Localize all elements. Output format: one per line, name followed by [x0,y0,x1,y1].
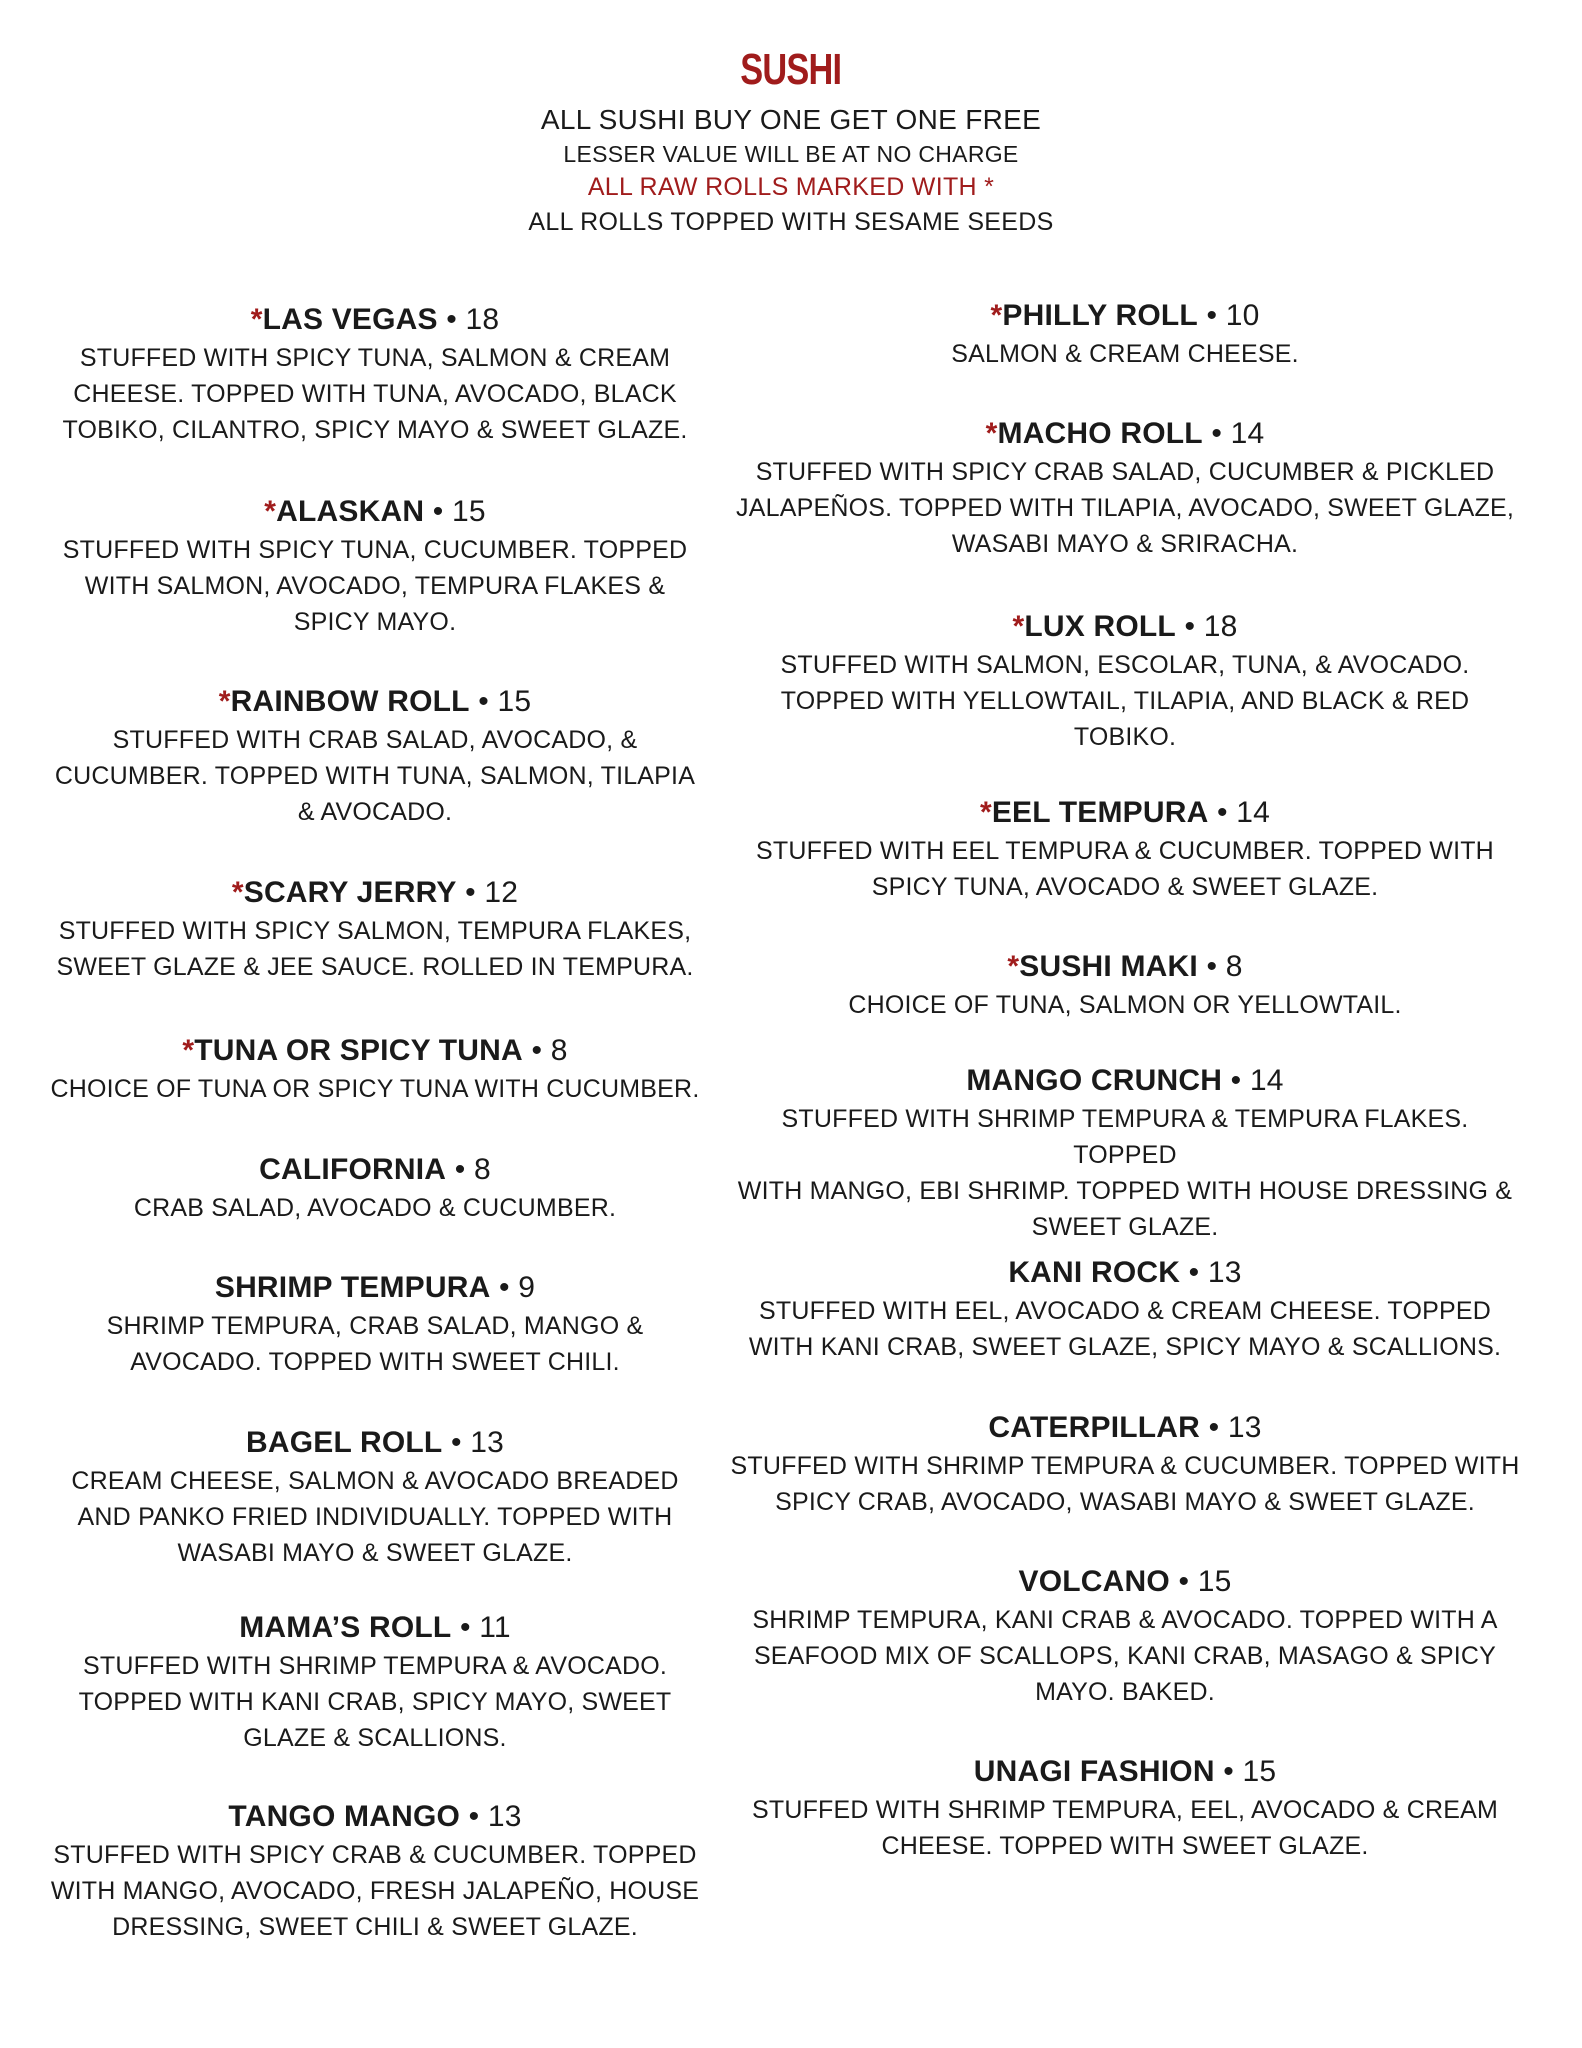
raw-marker: * [218,685,231,718]
menu-item-description-line: STUFFED WITH SHRIMP TEMPURA, EEL, AVOCADO & CREAM [751,1796,1498,1824]
menu-item-price: 14 [1230,417,1265,450]
promo-text: ALL SUSHI BUY ONE GET ONE FREE [540,104,1042,135]
menu-item-description-line: SALMON & CREAM CHEESE. [951,340,1299,368]
menu-item-name: MAMA’S ROLL [239,1611,452,1644]
menu-item-description-line: TOBIKO. [1073,723,1177,751]
menu-item-name: CALIFORNIA [259,1153,447,1186]
price-separator: • [522,1034,551,1067]
menu-item-description-line: WITH KANI CRAB, SWEET GLAZE, SPICY MAYO & SCALLIONS. [748,1333,1502,1361]
menu-item-description-line: DRESSING, SWEET CHILI & SWEET GLAZE. [112,1913,638,1941]
menu-item-name: LAS VEGAS [262,303,438,336]
menu-item-description-line: STUFFED WITH SHRIMP TEMPURA & AVOCADO. [82,1652,668,1680]
menu-item-description-line: CHEESE. TOPPED WITH TUNA, AVOCADO, BLACK [73,380,677,408]
menu-item-description-line: JALAPEÑOS. TOPPED WITH TILAPIA, AVOCADO, SWEET GLAZE, [736,494,1514,522]
menu-item-name: RAINBOW ROLL [230,685,470,718]
menu-item-name: SHRIMP TEMPURA [214,1271,491,1304]
menu-item-heading [730,1061,1520,1101]
menu-item-price: 13 [487,1800,522,1833]
price-separator: • [1222,1064,1250,1097]
menu-item-name: TUNA OR SPICY TUNA [194,1034,523,1067]
menu-item-heading [40,873,710,913]
menu-item-name: EEL TEMPURA [991,796,1209,829]
menu-item-heading [730,947,1520,987]
menu-item-description-line: STUFFED WITH SPICY TUNA, CUCUMBER. TOPPED [62,536,688,564]
menu-item-name: KANI ROCK [1008,1256,1181,1289]
menu-item-description-line: CRAB SALAD, AVOCADO & CUCUMBER. [133,1194,617,1222]
menu-item-heading [40,682,710,722]
menu-item-description-line: STUFFED WITH SHRIMP TEMPURA & TEMPURA FLAKES. TOPPED [781,1105,1469,1169]
menu-item [730,947,1520,1023]
menu-item-name: ALASKAN [276,495,425,528]
raw-marker: * [264,495,277,528]
menu-item-description-line: SWEET GLAZE. [1031,1213,1219,1241]
menu-item-description-line: STUFFED WITH EEL, AVOCADO & CREAM CHEESE. TOPPED [759,1297,1491,1325]
menu-item [40,1150,710,1226]
price-separator: • [1214,1755,1243,1788]
menu-item-description-line: STUFFED WITH EEL TEMPURA & CUCUMBER. TOPPED WITH [756,837,1494,865]
menu-item [40,682,710,830]
menu-item [730,607,1520,755]
menu-item-heading [40,1031,710,1071]
menu-item-description-line: WITH MANGO, AVOCADO, FRESH JALAPEÑO, HOUSE [50,1877,700,1905]
price-separator: • [1208,796,1237,829]
price-separator: • [490,1271,519,1304]
menu-item-description-line: WITH SALMON, AVOCADO, TEMPURA FLAKES & [84,572,666,600]
menu-item-heading [40,1797,710,1837]
menu-item-description-line: STUFFED WITH CRAB SALAD, AVOCADO, & [112,726,638,754]
menu-item-description-line: CREAM CHEESE, SALMON & AVOCADO BREADED [71,1467,679,1495]
menu-item-description-line: STUFFED WITH SPICY TUNA, SALMON & CREAM [79,344,671,372]
price-separator: • [1197,950,1226,983]
raw-rolls-note: ALL RAW ROLLS MARKED WITH * [587,173,995,201]
menu-item-price: 9 [518,1271,536,1304]
menu-item-heading [40,1268,710,1308]
menu-item-description-line: TOPPED WITH YELLOWTAIL, TILAPIA, AND BLACK & RED [780,687,1470,715]
menu-item-heading [730,414,1520,454]
menu-item [730,1408,1520,1520]
menu-item [40,1423,710,1571]
menu-item-price: 14 [1249,1064,1284,1097]
menu-item-description-line: SHRIMP TEMPURA, CRAB SALAD, MANGO & [106,1312,644,1340]
menu-item [40,492,710,640]
menu-item-description-line: STUFFED WITH SPICY CRAB & CUCUMBER. TOPPED [53,1841,697,1869]
menu-item-heading [40,1150,710,1190]
menu-item-heading [40,300,710,340]
price-separator: • [469,685,498,718]
menu-item-price: 14 [1236,796,1271,829]
menu-item-price: 15 [451,495,486,528]
menu-item [40,1031,710,1107]
promo-subtext: LESSER VALUE WILL BE AT NO CHARGE [563,141,1019,167]
menu-item-name: PHILLY ROLL [1002,299,1198,332]
menu-item-description-line: CHEESE. TOPPED WITH SWEET GLAZE. [881,1832,1369,1860]
price-separator: • [1202,417,1231,450]
raw-marker: * [990,299,1003,332]
menu-item-description-line: SPICY CRAB, AVOCADO, WASABI MAYO & SWEET GLAZE. [775,1488,1475,1516]
menu-item-description-line: WITH MANGO, EBI SHRIMP. TOPPED WITH HOUSE DRESSING & [737,1177,1513,1205]
menu-item [730,1253,1520,1365]
menu-item-description-line: STUFFED WITH SPICY SALMON, TEMPURA FLAKES, [58,917,692,945]
price-separator: • [1169,1565,1198,1598]
menu-item-price: 10 [1225,299,1260,332]
menu-item-description-line: SPICY MAYO. [293,608,457,636]
price-separator: • [446,1153,474,1186]
price-separator: • [1180,1256,1208,1289]
menu-item-description-line: STUFFED WITH SPICY CRAB SALAD, CUCUMBER & PICKLED [755,458,1495,486]
menu-item-description-line: GLAZE & SCALLIONS. [243,1724,507,1752]
price-separator: • [1197,299,1226,332]
menu-item-heading [40,492,710,532]
menu-item-description-line: STUFFED WITH SHRIMP TEMPURA & CUCUMBER. TOPPED WITH [730,1452,1520,1480]
menu-item-name: CATERPILLAR [988,1411,1201,1444]
raw-marker: * [250,303,263,336]
menu-item-description-line: TOBIKO, CILANTRO, SPICY MAYO & SWEET GLAZE. [62,416,688,444]
menu-item-description-line: SPICY TUNA, AVOCADO & SWEET GLAZE. [871,873,1379,901]
menu-item-name: MACHO ROLL [997,417,1203,450]
menu-item-description-line: CUCUMBER. TOPPED WITH TUNA, SALMON, TILAPIA [54,762,696,790]
raw-marker: * [182,1034,195,1067]
menu-item-description-line: STUFFED WITH SALMON, ESCOLAR, TUNA, & AVOCADO. [780,651,1470,679]
price-separator: • [442,1426,471,1459]
page-title: SUSHI [740,45,842,94]
menu-item-description-line: AND PANKO FRIED INDIVIDUALLY. TOPPED WITH [77,1503,673,1531]
menu-item-price: 15 [1242,1755,1277,1788]
menu-item-price: 13 [1207,1256,1242,1289]
menu-item-description-line: CHOICE OF TUNA OR SPICY TUNA WITH CUCUMBER. [50,1075,700,1103]
sesame-note: ALL ROLLS TOPPED WITH SESAME SEEDS [528,208,1054,236]
menu-item-description-line: AVOCADO. TOPPED WITH SWEET CHILI. [130,1348,620,1376]
menu-item-description-line: SEAFOOD MIX OF SCALLOPS, KANI CRAB, MASAGO & SPICY [753,1642,1497,1670]
menu-item [40,1797,710,1945]
menu-item [40,873,710,985]
menu-item-name: TANGO MANGO [228,1800,461,1833]
menu-item-heading [40,1423,710,1463]
menu-item-name: UNAGI FASHION [973,1755,1215,1788]
menu-item-name: BAGEL ROLL [245,1426,443,1459]
menu-item-name: SUSHI MAKI [1019,950,1198,983]
menu-item-price: 8 [1225,950,1243,983]
menu-item-price: 11 [479,1611,511,1644]
price-separator: • [456,876,485,909]
menu-item-price: 13 [470,1426,504,1459]
menu-item-price: 8 [550,1034,568,1067]
menu-item-heading [730,1253,1520,1293]
menu-item-description-line: & AVOCADO. [297,798,453,826]
price-separator: • [437,303,466,336]
menu-item-heading [730,607,1520,647]
menu-item-name: LUX ROLL [1024,610,1176,643]
menu-item [730,1752,1520,1864]
menu-item-name: VOLCANO [1018,1565,1170,1598]
menu-item-description-line: WASABI MAYO & SWEET GLAZE. [177,1539,573,1567]
raw-marker: * [1012,610,1025,643]
menu-item [730,414,1520,562]
menu-item-heading [730,1408,1520,1448]
price-separator: • [424,495,452,528]
price-separator: • [460,1800,488,1833]
menu-item-heading [730,1752,1520,1792]
menu-header [0,40,1582,240]
menu-item [40,1268,710,1380]
menu-item-name: MANGO CRUNCH [966,1064,1223,1097]
menu-item-description-line: SHRIMP TEMPURA, KANI CRAB & AVOCADO. TOPPED WITH A [752,1606,1498,1634]
menu-item-price: 13 [1227,1411,1262,1444]
menu-item [730,296,1520,372]
menu-item-price: 18 [465,303,500,336]
menu-item-price: 18 [1203,610,1238,643]
menu-item-heading [730,296,1520,336]
menu-item-heading [730,793,1520,833]
menu-item-description-line: TOPPED WITH KANI CRAB, SPICY MAYO, SWEET [78,1688,672,1716]
menu-item-price: 12 [484,876,519,909]
menu-item-price: 15 [1197,1565,1232,1598]
menu-item [40,300,710,448]
menu-item-price: 15 [497,685,532,718]
raw-marker: * [231,876,244,909]
menu-item-description-line: WASABI MAYO & SRIRACHA. [951,530,1299,558]
menu-item-price: 8 [473,1153,491,1186]
price-separator: • [1200,1411,1228,1444]
menu-item-heading [730,1562,1520,1602]
menu-item [730,1061,1520,1245]
menu-item-name: SCARY JERRY [243,876,457,909]
menu-item-heading [40,1608,710,1648]
menu-item [730,1562,1520,1710]
raw-marker: * [985,417,998,450]
menu-item [730,793,1520,905]
price-separator: • [1175,610,1204,643]
price-separator: • [451,1611,480,1644]
menu-item-description-line: SWEET GLAZE & JEE SAUCE. ROLLED IN TEMPURA. [56,953,694,981]
raw-marker: * [1007,950,1020,983]
raw-marker: * [979,796,992,829]
menu-item-description-line: CHOICE OF TUNA, SALMON OR YELLOWTAIL. [848,991,1402,1019]
menu-item [40,1608,710,1756]
menu-item-description-line: MAYO. BAKED. [1035,1678,1215,1706]
